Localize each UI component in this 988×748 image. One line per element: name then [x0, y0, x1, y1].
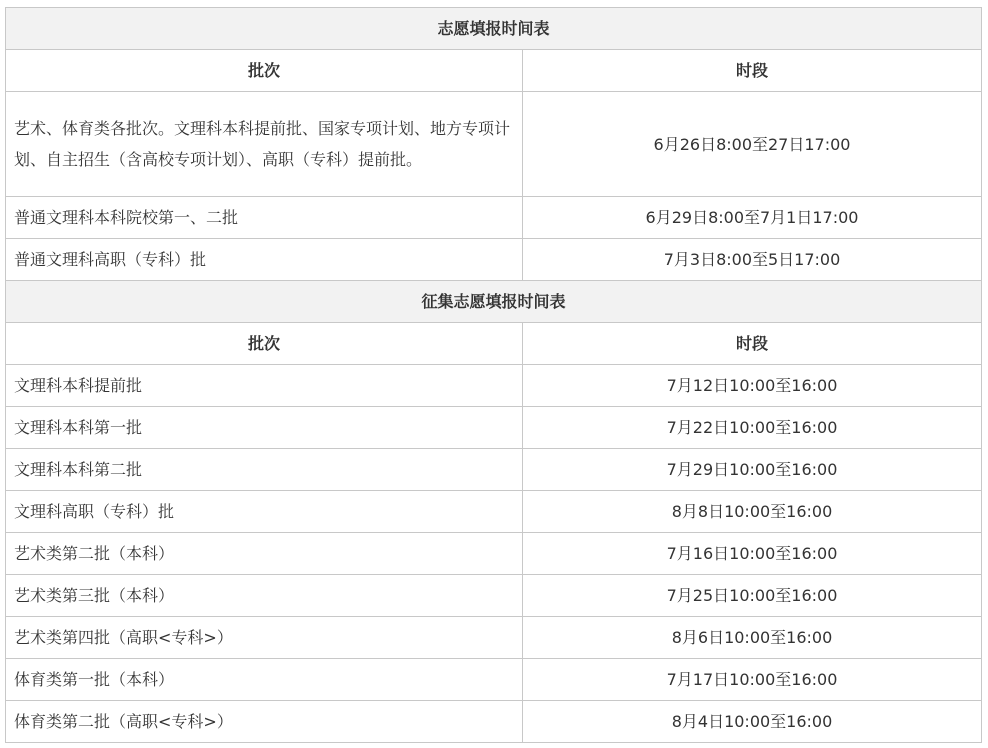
period-cell: 7月3日8:00至5日17:00: [523, 239, 982, 281]
period-cell: 7月16日10:00至16:00: [523, 533, 982, 575]
batch-cell: 体育类第一批（本科）: [6, 659, 523, 701]
table-row: [6, 92, 982, 197]
period-cell: 7月12日10:00至16:00: [523, 365, 982, 407]
period-cell: 7月25日10:00至16:00: [523, 575, 982, 617]
table-title-row: [6, 281, 982, 323]
period-cell: 8月6日10:00至16:00: [523, 617, 982, 659]
table-row: [6, 365, 982, 407]
schedule-table: [5, 7, 982, 743]
batch-cell: 文理科高职（专科）批: [6, 491, 523, 533]
table-header-row: [6, 323, 982, 365]
table-title: 征集志愿填报时间表: [6, 281, 982, 323]
batch-cell: 文理科本科提前批: [6, 365, 523, 407]
period-cell: 6月29日8:00至7月1日17:00: [523, 197, 982, 239]
period-cell: 8月8日10:00至16:00: [523, 491, 982, 533]
table-row: [6, 575, 982, 617]
table-row: [6, 533, 982, 575]
batch-cell: 普通文理科高职（专科）批: [6, 239, 523, 281]
batch-cell: 艺术类第三批（本科）: [6, 575, 523, 617]
table-row: [6, 617, 982, 659]
batch-cell: 普通文理科本科院校第一、二批: [6, 197, 523, 239]
table-row: [6, 701, 982, 743]
period-cell: 7月17日10:00至16:00: [523, 659, 982, 701]
table-row: [6, 239, 982, 281]
column-header-batch: 批次: [6, 50, 523, 92]
column-header-batch: 批次: [6, 323, 523, 365]
batch-cell: 艺术类第四批（高职<专科>）: [6, 617, 523, 659]
period-cell: 7月29日10:00至16:00: [523, 449, 982, 491]
table-row: [6, 449, 982, 491]
batch-cell: 艺术、体育类各批次。文理科本科提前批、国家专项计划、地方专项计划、自主招生（含高校专项计划）、高职（专科）提前批。: [6, 92, 523, 197]
batch-cell: 艺术类第二批（本科）: [6, 533, 523, 575]
table-row: [6, 491, 982, 533]
period-cell: 8月4日10:00至16:00: [523, 701, 982, 743]
table-header-row: [6, 50, 982, 92]
table-row: [6, 659, 982, 701]
column-header-period: 时段: [523, 50, 982, 92]
column-header-period: 时段: [523, 323, 982, 365]
period-cell: 6月26日8:00至27日17:00: [523, 92, 982, 197]
batch-cell: 文理科本科第一批: [6, 407, 523, 449]
table-row: [6, 407, 982, 449]
batch-cell: 体育类第二批（高职<专科>）: [6, 701, 523, 743]
batch-cell: 文理科本科第二批: [6, 449, 523, 491]
table-row: [6, 197, 982, 239]
table-title-row: [6, 8, 982, 50]
period-cell: 7月22日10:00至16:00: [523, 407, 982, 449]
table-title: 志愿填报时间表: [6, 8, 982, 50]
